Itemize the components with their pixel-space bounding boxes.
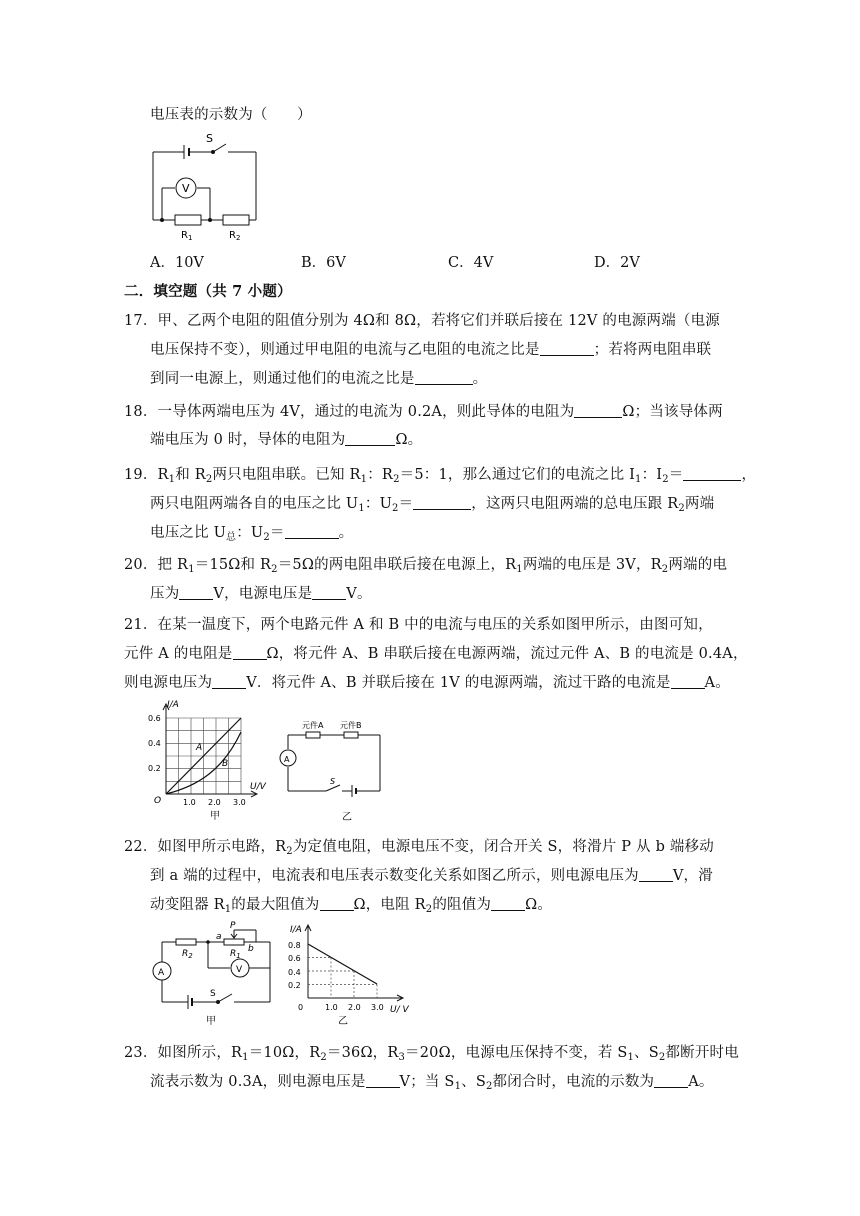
q21-xtick: 3.0 <box>233 798 246 807</box>
q21-ytick: 0.6 <box>148 714 161 723</box>
q19-line3: 电压之比 $U_总$：$U_2=$ 。 <box>150 525 354 543</box>
q22-xtick: 2.0 <box>348 1003 361 1012</box>
q22-end-a-label: a <box>216 932 222 942</box>
q21-circuit-diagram <box>272 715 392 825</box>
q21-answer-blank-1[interactable] <box>233 645 267 660</box>
q18-line2: 端电压为 0 时，导体的电阻为 Ω。 <box>150 432 423 448</box>
q22-circuit-diagram <box>146 920 276 1030</box>
q22-caption-right: 乙 <box>338 1016 348 1027</box>
q21-iu-graph <box>138 698 273 823</box>
q22-caption-left: 甲 <box>206 1016 216 1027</box>
q22-answer-blank-2[interactable] <box>320 896 354 911</box>
q17-line1: 17．甲、乙两个电阻的阻值分别为 4Ω和 8Ω，若将它们并联后接在 12V 的电源两端（电源 <box>124 313 721 329</box>
q23-line2: 流表示数为 0.3A，则电源电压是 V；当 $S_1$、$S_2$都闭合时，电流的示数为 A。 <box>150 1074 714 1092</box>
q21-line3: 则电源电压为 V．将元件 A、B 并联后接在 1V 的电源两端，流过干路的电流是 A。 <box>124 675 730 691</box>
q22-graph-ylabel: I/A <box>290 925 302 935</box>
q22-line2: 到 a 端的过程中，电流表和电压表示数变化关系如图乙所示，则电源电压为 V，滑 <box>150 868 713 884</box>
q22-ytick: 0.8 <box>288 941 301 950</box>
q20-answer-blank-2[interactable] <box>312 585 346 600</box>
q17-line3: 到同一电源上，则通过他们的电流之比是 。 <box>150 371 488 387</box>
q16-option-d[interactable]: D．2V <box>594 255 640 271</box>
q22-ytick: 0.6 <box>288 954 301 963</box>
q22-ammeter-label: A <box>158 968 165 978</box>
q18-answer-blank-1[interactable] <box>574 403 622 418</box>
q21-caption-left: 甲 <box>210 811 220 822</box>
q18-answer-blank-2[interactable] <box>345 431 395 446</box>
svg-text:R2: $R_2$ <box>229 230 241 240</box>
q23-answer-blank-1[interactable] <box>366 1073 400 1088</box>
q20-line1: 20．把 $R_1=15\Omega$和 $R_2=5\Omega$的两电阻串联后接在电源上，$R_1$两端的电压是 3V，$R_2$两端的电 <box>124 557 728 575</box>
q22-line1: 22．如图甲所示电路，$R_2$为定值电阻，电源电压不变，闭合开关 S，将滑片 P 从 b 端移动 <box>124 839 714 857</box>
q16-stem-tail: 电压表的示数为（ ） <box>150 107 312 123</box>
q21-ytick: 0.4 <box>148 739 161 748</box>
q19-answer-blank-2[interactable] <box>413 495 471 510</box>
q21-answer-blank-3[interactable] <box>671 674 705 689</box>
q21-xtick: 1.0 <box>183 798 196 807</box>
q16-option-b[interactable]: B．6V <box>301 255 346 271</box>
q17-answer-blank-2[interactable] <box>415 370 473 385</box>
q22-answer-blank-1[interactable] <box>639 867 673 882</box>
q22-r2-label: $R_2$ <box>182 949 193 960</box>
q22-xtick: 1.0 <box>325 1003 338 1012</box>
q22-ytick: 0.4 <box>288 968 301 977</box>
q19-line2: 两只电阻两端各自的电压之比 $U_1$：$U_2=$ ，这两只电阻两端的总电压跟 $R_2$两端 <box>150 496 715 514</box>
q23-answer-blank-2[interactable] <box>654 1073 688 1088</box>
q16-switch-label: S <box>206 132 213 145</box>
q23-line1: 23．如图所示，$R_1=10\Omega$，$R_2=36\Omega$，$R_3=20\Omega$，电源电压保持不变，若 $S_1$、$S_2$都断开时电 <box>124 1045 739 1063</box>
q18-line1: 18．一导体两端电压为 4V，通过的电流为 0.2A，则此导体的电阻为 Ω；当该导体两 <box>124 404 723 420</box>
q16-option-c[interactable]: C．4V <box>448 255 494 271</box>
q22-iu-graph <box>286 920 418 1030</box>
q17-line2: 电压保持不变），则通过甲电阻的电流与乙电阻的电流之比是 ；若将两电阻串联 <box>150 342 712 358</box>
q21-graph-xlabel: U/V <box>250 782 266 792</box>
q16-circuit-diagram <box>140 128 270 240</box>
q16-option-a[interactable]: A．10V <box>150 255 204 271</box>
section-title: 二．填空题（共 7 小题） <box>124 283 292 300</box>
q21-caption-right: 乙 <box>342 812 352 823</box>
q20-line2: 压为 V，电源电压是 V。 <box>150 586 372 602</box>
q21-graph-ylabel: I/A <box>167 700 179 710</box>
q22-line3: 动变阻器 $R_1$的最大阻值为 Ω，电阻 $R_2$的阻值为 Ω。 <box>150 897 553 915</box>
q21-ammeter-label: A <box>284 755 290 764</box>
q22-graph-xlabel: U/ V <box>390 1005 409 1015</box>
q16-r1-label: R <box>181 230 188 240</box>
q20-answer-blank-1[interactable] <box>179 585 213 600</box>
q21-element-a-label: 元件A <box>302 721 324 730</box>
q19-answer-blank-3[interactable] <box>285 524 339 539</box>
q21-element-b-label: 元件B <box>340 721 362 730</box>
q19-line1: 19．$R_1$和 $R_2$两只电阻串联。已知 $R_1$：$R_2=5$：1，那么通过它们的电流之比 $I_1$：$I_2=$ ， <box>124 467 757 485</box>
q22-switch-label: S <box>210 989 216 999</box>
q21-curve-b-label: B <box>222 759 229 769</box>
q21-curve-a-label: A <box>196 743 203 753</box>
q21-graph-origin: O <box>154 796 162 806</box>
q22-slider-p-label: P <box>230 921 236 931</box>
q17-answer-blank-1[interactable] <box>540 341 594 356</box>
q21-xtick: 2.0 <box>208 798 221 807</box>
q16-r2-label: R <box>229 230 236 240</box>
q22-data-line <box>308 944 377 984</box>
q21-switch-label: S <box>330 777 336 786</box>
q21-ytick: 0.2 <box>148 764 161 773</box>
q22-ytick: 0.2 <box>288 981 301 990</box>
q21-line1: 21．在某一温度下，两个电路元件 A 和 B 中的电流与电压的关系如图甲所示，由图可知， <box>124 617 713 633</box>
q16-voltmeter-label: V <box>182 182 190 195</box>
q22-xtick: 0 <box>298 1003 304 1012</box>
svg-text:R1: $R_1$ <box>181 230 193 240</box>
q19-answer-blank-1[interactable] <box>683 466 741 481</box>
q22-xtick: 3.0 <box>371 1003 384 1012</box>
q22-r1-label: $R_1$ <box>230 949 241 960</box>
q21-line2: 元件 A 的电阻是 Ω，将元件 A、B 串联后接在电源两端，流过元件 A、B 的电流是 0.4A， <box>124 646 748 662</box>
q22-answer-blank-3[interactable] <box>491 896 525 911</box>
q22-end-b-label: b <box>248 944 254 954</box>
q22-voltmeter-label: V <box>236 965 243 975</box>
q21-answer-blank-2[interactable] <box>212 674 246 689</box>
